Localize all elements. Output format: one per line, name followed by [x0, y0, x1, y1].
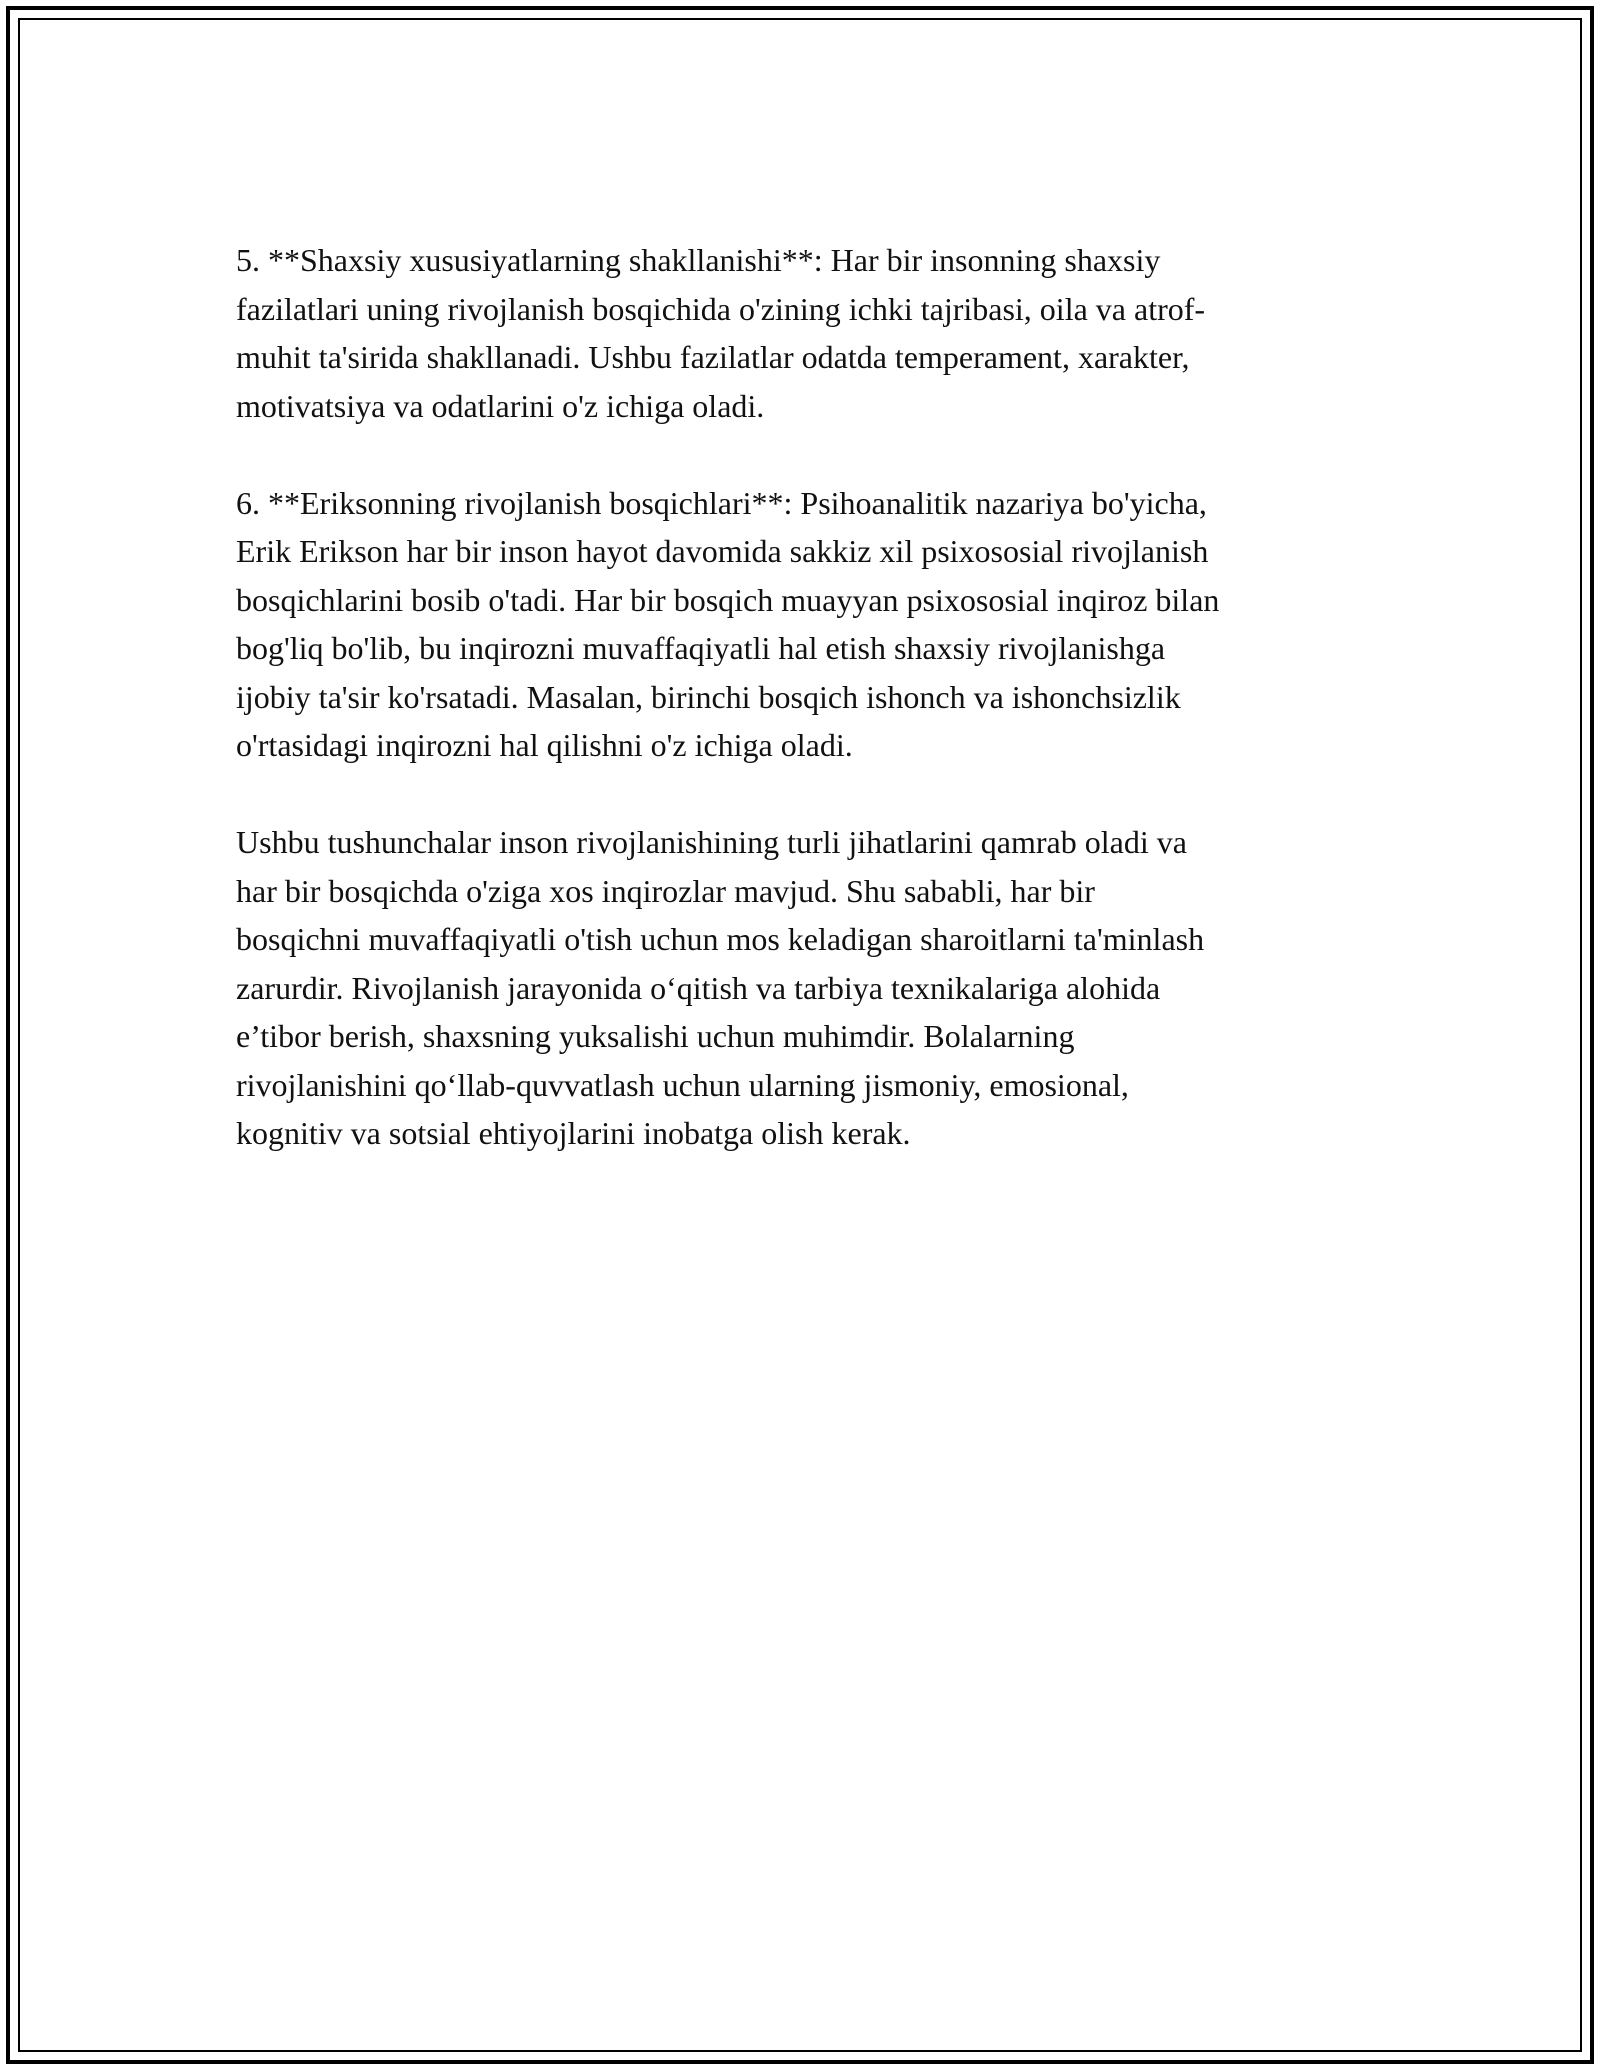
- text-line: bog'liq bo'lib, bu inqirozni muvaffaqiyatli hal etish shaxsiy rivojlanishga: [236, 630, 1166, 666]
- text-line: muhit ta'sirida shakllanadi. Ushbu fazilatlar odatda temperament, xarakter,: [236, 339, 1190, 375]
- text-line: rivojlanishini qo‘llab-quvvatlash uchun ularning jismoniy, emosional,: [236, 1066, 1129, 1103]
- text-line: 6. **Eriksonning rivojlanish bosqichlari**: Psihoanalitik nazariya bo'yicha,: [236, 484, 1207, 521]
- text-line: o'rtasidagi inqirozni hal qilishni o'z ichiga oladi.: [236, 727, 853, 763]
- paragraph-xulosa: [236, 818, 1376, 1158]
- text-line: fazilatlari uning rivojlanish bosqichida o'zining ichki tajribasi, oila va atrof-: [236, 290, 1206, 327]
- text-line: bosqichni muvaffaqiyatli o'tish uchun mos keladigan sharoitlarni ta'minlash: [236, 921, 1205, 957]
- text-line: Ushbu tushunchalar inson rivojlanishining turli jihatlarini qamrab oladi va: [236, 824, 1187, 860]
- text-line: Erik Erikson har bir inson hayot davomida sakkiz xil psixososial rivojlanish: [236, 533, 1209, 569]
- text-line: har bir bosqichda o'ziga xos inqirozlar mavjud. Shu sababli, har bir: [236, 872, 1095, 909]
- text-line: zarurdir. Rivojlanish jarayonida o‘qitish va tarbiya texnikalariga alohida: [236, 969, 1161, 1006]
- text-line: e’tibor berish, shaxsning yuksalishi uchun muhimdir. Bolalarning: [236, 1018, 1075, 1054]
- document-body: [236, 236, 1376, 1206]
- paragraph-shaxsiy-xususiyatlar: [236, 236, 1376, 430]
- text-line: ijobiy ta'sir ko'rsatadi. Masalan, birinchi bosqich ishonch va ishonchsizlik: [236, 678, 1181, 715]
- text-line: kognitiv va sotsial ehtiyojlarini inobatga olish kerak.: [236, 1115, 911, 1151]
- text-line: motivatsiya va odatlarini o'z ichiga oladi.: [236, 387, 765, 424]
- text-line: 5. **Shaxsiy xususiyatlarning shakllanishi**: Har bir insonning shaxsiy: [236, 242, 1161, 278]
- text-line: bosqichlarini bosib o'tadi. Har bir bosqich muayyan psixososial inqiroz bilan: [236, 581, 1220, 618]
- paragraph-erikson-bosqichlari: [236, 479, 1376, 770]
